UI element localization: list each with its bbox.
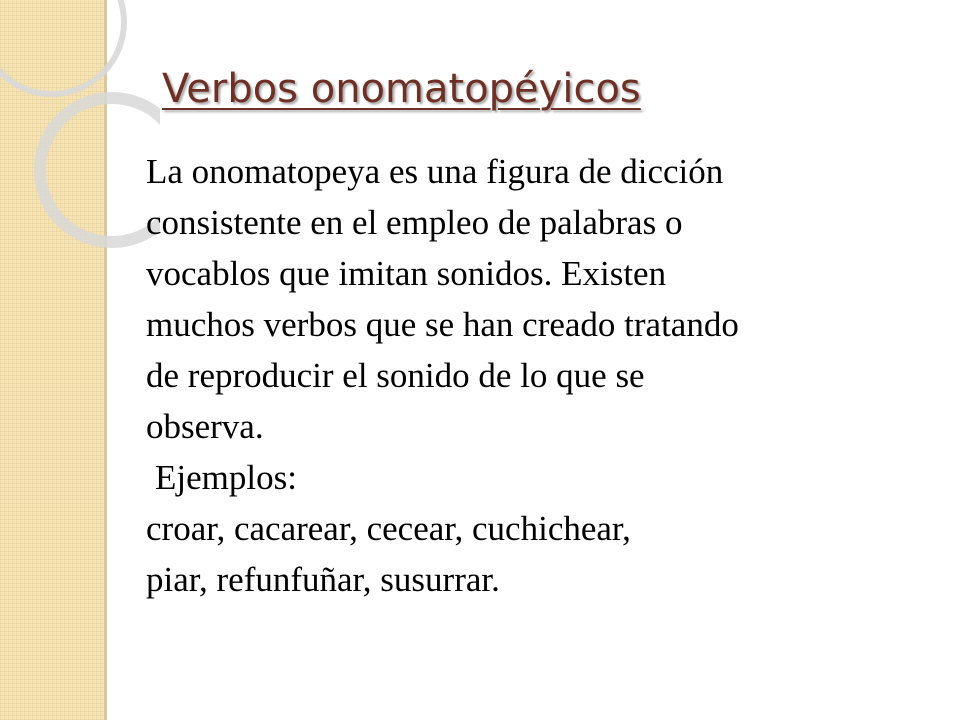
body-line: de reproducir el sonido de lo que se <box>146 356 645 395</box>
examples-line: croar, cacarear, cecear, cuchichear, <box>146 509 631 548</box>
deco-circle-large <box>0 0 124 94</box>
decorative-circles-icon <box>0 0 160 260</box>
body-line: vocablos que imitan sonidos. Existen <box>146 254 667 293</box>
body-line: muchos verbos que se han creado tratando <box>146 305 739 344</box>
body-line: consistente en el empleo de palabras o <box>146 203 683 242</box>
examples-label: Ejemplos: <box>155 458 297 497</box>
slide-title: Verbos onomatopéyicos <box>162 66 641 112</box>
deco-circle-small <box>40 98 160 242</box>
slide-body <box>146 146 936 605</box>
body-line: La onomatopeya es una figura de dicción <box>146 152 724 191</box>
body-line: observa. <box>146 407 264 446</box>
examples-line: piar, refunfuñar, susurrar. <box>146 560 500 599</box>
